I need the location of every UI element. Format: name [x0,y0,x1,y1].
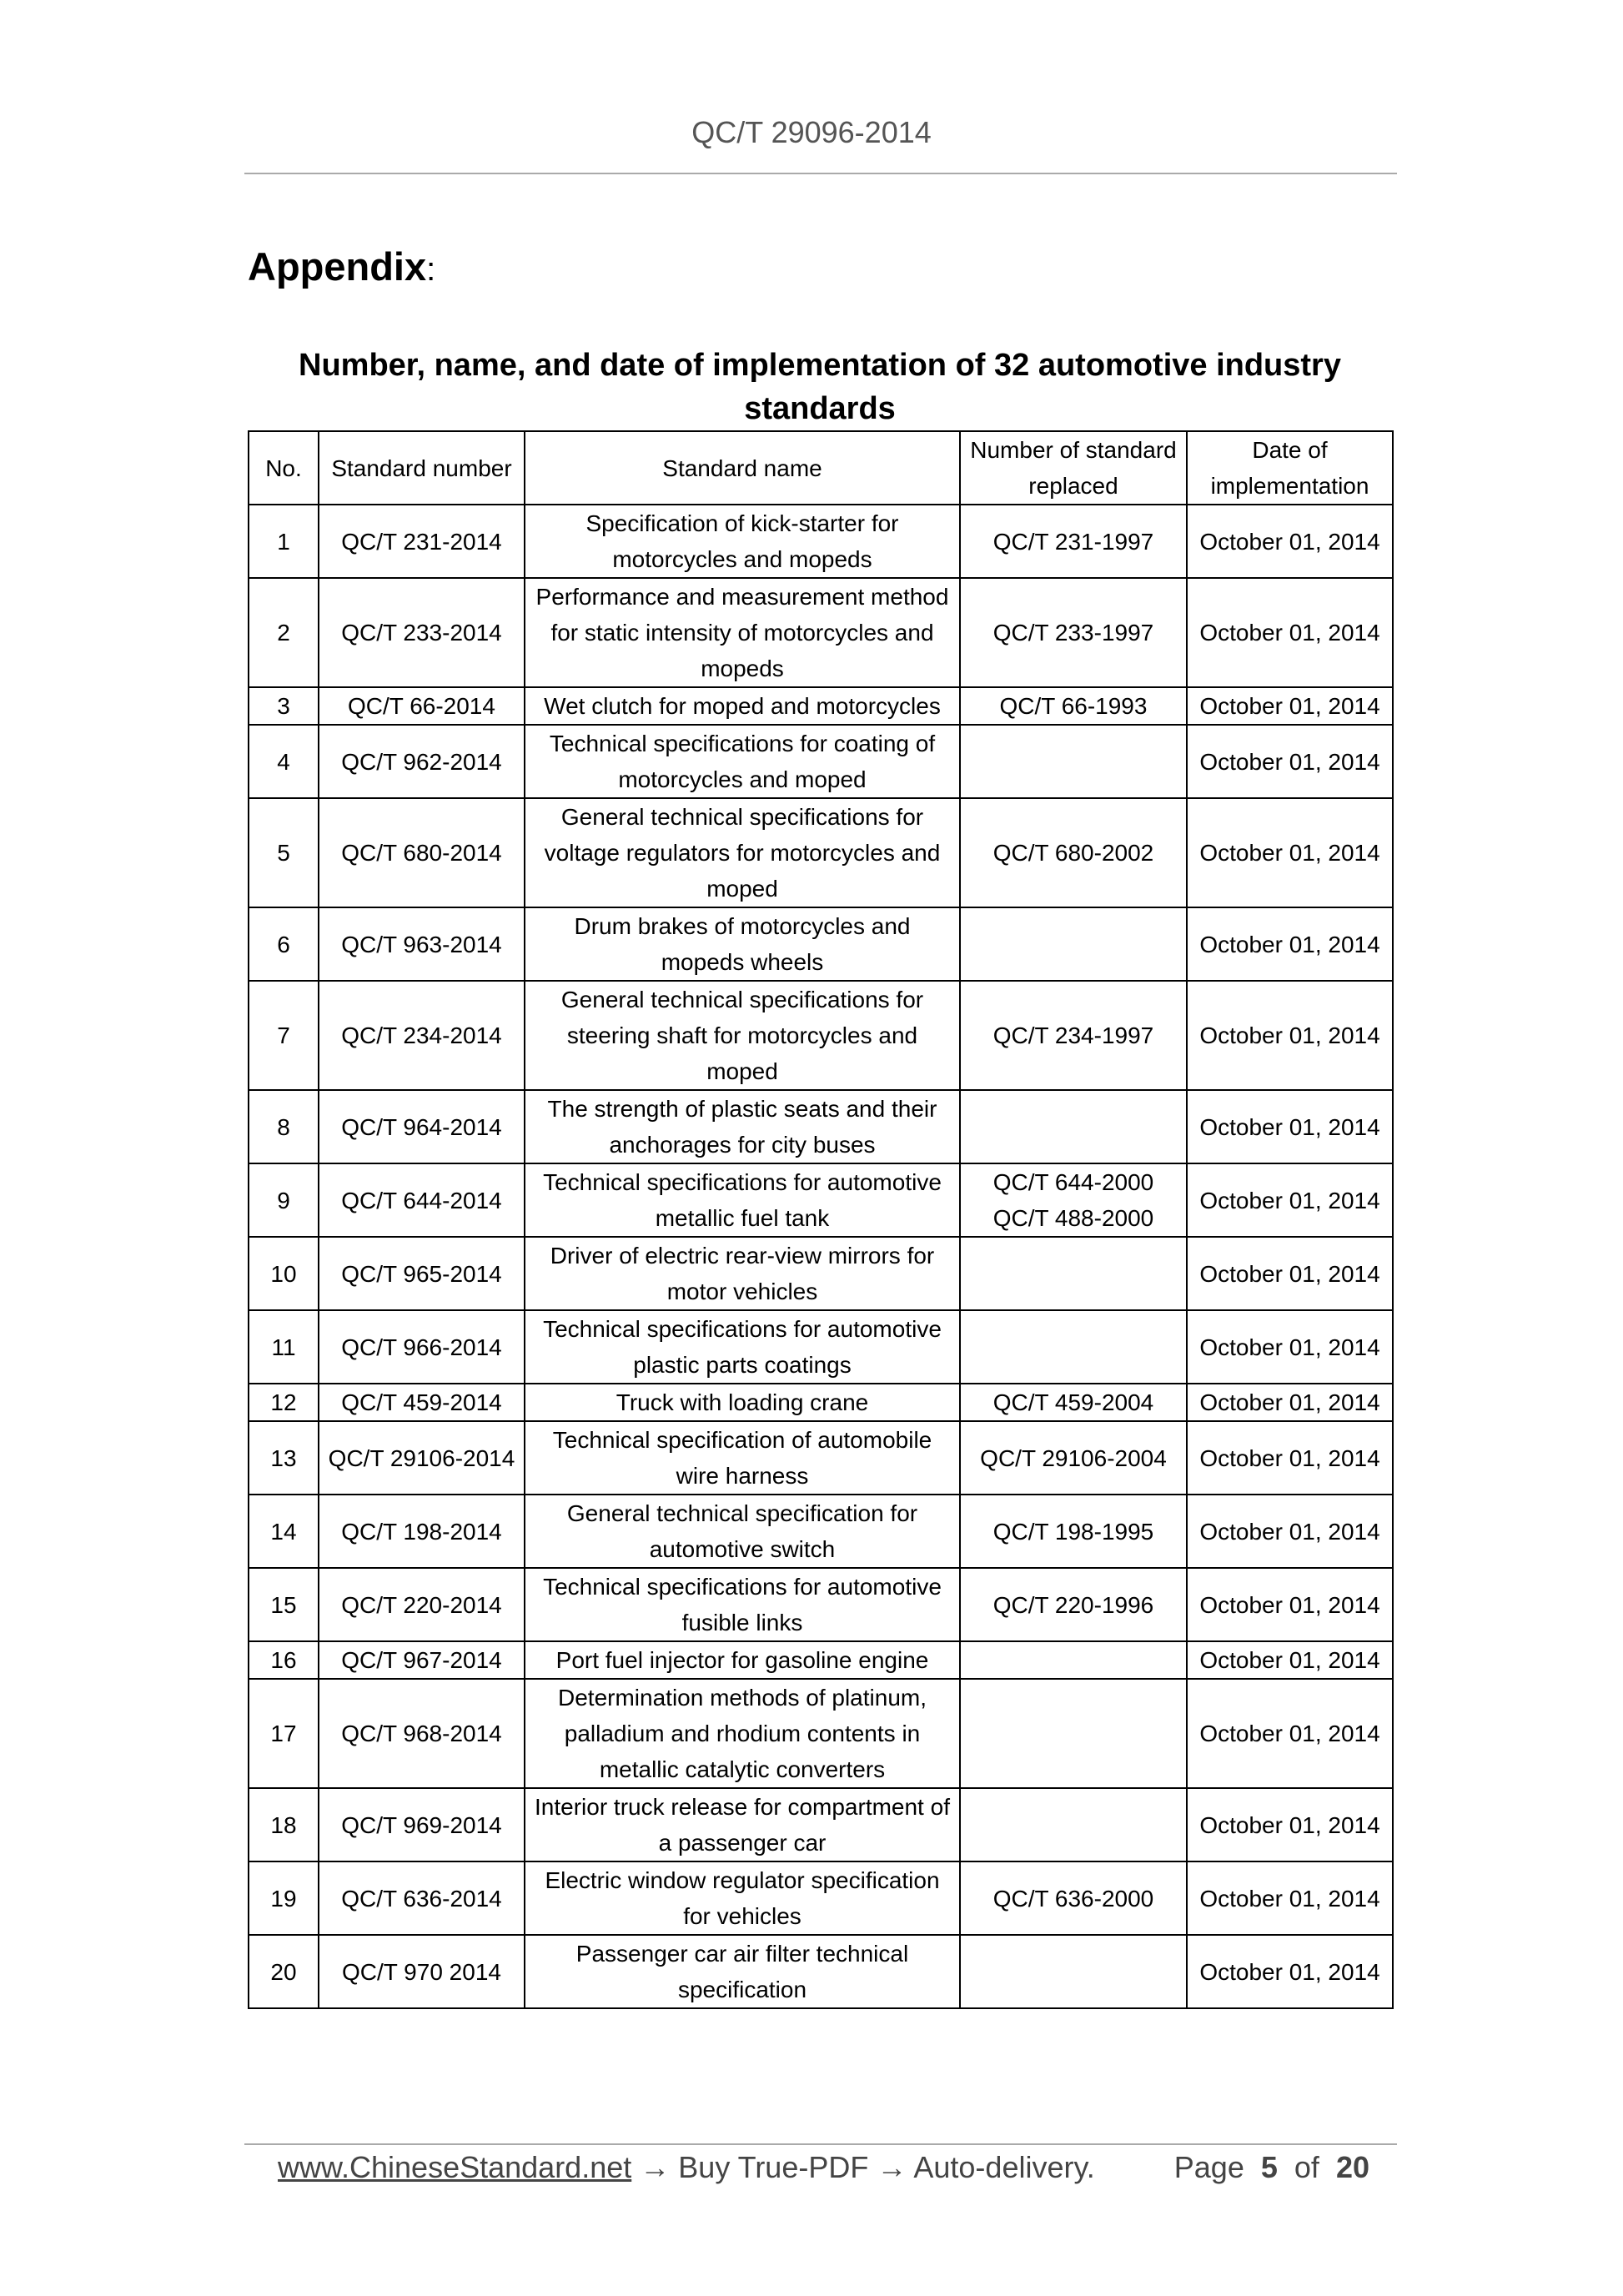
cell-date: October 01, 2014 [1187,1090,1393,1163]
cell-standard-number: QC/T 231-2014 [319,505,525,578]
cell-date: October 01, 2014 [1187,1935,1393,2008]
cell-standard-name: Driver of electric rear-view mirrors for motor vehicles [525,1237,960,1310]
cell-replaced: QC/T 231-1997 [960,505,1187,578]
table-row [249,505,1393,578]
table-row [249,687,1393,725]
cell-no: 1 [249,505,319,578]
cell-standard-number: QC/T 459-2014 [319,1384,525,1421]
cell-date: October 01, 2014 [1187,1641,1393,1679]
cell-replaced: QC/T 233-1997 [960,578,1187,687]
table-row [249,1568,1393,1641]
cell-standard-name: Port fuel injector for gasoline engine [525,1641,960,1679]
cell-date: October 01, 2014 [1187,907,1393,981]
cell-date: October 01, 2014 [1187,1421,1393,1495]
cell-standard-name: General technical specifications for voltage regulators for motorcycles and moped [525,798,960,907]
cell-standard-number: QC/T 680-2014 [319,798,525,907]
cell-replaced [960,1237,1187,1310]
cell-replaced [960,1935,1187,2008]
standards-table [248,430,1394,2009]
cell-date: October 01, 2014 [1187,1568,1393,1641]
page-indicator [1174,2150,1369,2185]
cell-replaced: QC/T 198-1995 [960,1495,1187,1568]
appendix-heading [248,244,435,289]
cell-date: October 01, 2014 [1187,687,1393,725]
cell-date: October 01, 2014 [1187,1679,1393,1788]
cell-replaced [960,1788,1187,1861]
cell-replaced [960,907,1187,981]
table-row [249,1384,1393,1421]
cell-standard-number: QC/T 29106-2014 [319,1421,525,1495]
cell-standard-number: QC/T 966-2014 [319,1310,525,1384]
cell-standard-name: Wet clutch for moped and motorcycles [525,687,960,725]
cell-standard-number: QC/T 644-2014 [319,1163,525,1237]
table-row [249,981,1393,1090]
table-row [249,1310,1393,1384]
cell-date: October 01, 2014 [1187,1237,1393,1310]
arrow-right-icon: → [877,2150,907,2184]
cell-standard-number: QC/T 965-2014 [319,1237,525,1310]
cell-standard-number: QC/T 967-2014 [319,1641,525,1679]
table-row [249,1495,1393,1568]
table-row [249,1679,1393,1788]
cell-date: October 01, 2014 [1187,505,1393,578]
table-row [249,1935,1393,2008]
cell-date: October 01, 2014 [1187,1495,1393,1568]
cell-standard-name: Drum brakes of motorcycles and mopeds wheels [525,907,960,981]
of-word: of [1294,2150,1319,2184]
cell-date: October 01, 2014 [1187,1861,1393,1935]
cell-replaced [960,1310,1187,1384]
cell-no: 9 [249,1163,319,1237]
cell-no: 19 [249,1861,319,1935]
cell-no: 7 [249,981,319,1090]
cell-no: 2 [249,578,319,687]
table-header-row [249,431,1393,505]
table-row [249,1237,1393,1310]
cell-no: 20 [249,1935,319,2008]
cell-no: 17 [249,1679,319,1788]
cell-standard-name: Technical specification of automobile wire harness [525,1421,960,1495]
cell-no: 11 [249,1310,319,1384]
table-body [249,505,1393,2008]
cell-no: 15 [249,1568,319,1641]
table-title: Number, name, and date of implementation of 32 automotive industry standards [299,348,1341,426]
cell-replaced: QC/T 459-2004 [960,1384,1187,1421]
cell-standard-name: Technical specifications for automotive plastic parts coatings [525,1310,960,1384]
cell-replaced [960,1679,1187,1788]
page-word: Page [1173,2150,1244,2184]
table-row [249,1641,1393,1679]
cell-standard-name: Interior truck release for compartment of a passenger car [525,1788,960,1861]
column-header-no: No. [249,431,319,505]
cell-date: October 01, 2014 [1187,578,1393,687]
cell-no: 13 [249,1421,319,1495]
page-header-title: QC/T 29096-2014 [691,115,932,149]
cell-date: October 01, 2014 [1187,798,1393,907]
table-row [249,1421,1393,1495]
column-header-standard-name: Standard name [525,431,960,505]
table-row [249,1163,1393,1237]
cell-replaced: QC/T 680-2002 [960,798,1187,907]
cell-standard-number: QC/T 969-2014 [319,1788,525,1861]
cell-no: 16 [249,1641,319,1679]
cell-replaced [960,725,1187,798]
footer-nav [278,2150,1095,2185]
cell-standard-number: QC/T 964-2014 [319,1090,525,1163]
cell-standard-number: QC/T 636-2014 [319,1861,525,1935]
cell-no: 10 [249,1237,319,1310]
page-total: 20 [1335,2150,1369,2184]
cell-standard-number: QC/T 962-2014 [319,725,525,798]
cell-no: 14 [249,1495,319,1568]
cell-replaced [960,1090,1187,1163]
table-row [249,1090,1393,1163]
footer-delivery-text: Auto-delivery. [913,2150,1095,2184]
header-divider [244,173,1397,174]
column-header-date: Date of implementation [1187,431,1393,505]
cell-date: October 01, 2014 [1187,981,1393,1090]
cell-no: 3 [249,687,319,725]
cell-replaced: QC/T 644-2000 QC/T 488-2000 [960,1163,1187,1237]
cell-no: 18 [249,1788,319,1861]
cell-standard-number: QC/T 963-2014 [319,907,525,981]
table-row [249,1788,1393,1861]
cell-date: October 01, 2014 [1187,725,1393,798]
cell-standard-number: QC/T 220-2014 [319,1568,525,1641]
cell-standard-name: Electric window regulator specification for vehicles [525,1861,960,1935]
cell-no: 4 [249,725,319,798]
cell-standard-number: QC/T 968-2014 [319,1679,525,1788]
cell-date: October 01, 2014 [1187,1384,1393,1421]
cell-standard-number: QC/T 233-2014 [319,578,525,687]
table-row [249,798,1393,907]
cell-no: 5 [249,798,319,907]
cell-standard-number: QC/T 970 2014 [319,1935,525,2008]
cell-date: October 01, 2014 [1187,1788,1393,1861]
table-row [249,1861,1393,1935]
cell-standard-name: Performance and measurement method for static intensity of motorcycles and mopeds [525,578,960,687]
cell-standard-number: QC/T 66-2014 [319,687,525,725]
cell-standard-name: Truck with loading crane [525,1384,960,1421]
table-row [249,725,1393,798]
page-current: 5 [1260,2150,1278,2184]
cell-date: October 01, 2014 [1187,1163,1393,1237]
cell-no: 8 [249,1090,319,1163]
cell-replaced [960,1641,1187,1679]
cell-date: October 01, 2014 [1187,1310,1393,1384]
cell-standard-name: Technical specifications for coating of motorcycles and moped [525,725,960,798]
arrow-right-icon: → [640,2150,671,2184]
table-row [249,907,1393,981]
cell-replaced: QC/T 220-1996 [960,1568,1187,1641]
cell-standard-name: Passenger car air filter technical specification [525,1935,960,2008]
cell-standard-name: Technical specifications for automotive fusible links [525,1568,960,1641]
cell-standard-name: Technical specifications for automotive metallic fuel tank [525,1163,960,1237]
appendix-label: Appendix [248,244,427,289]
cell-standard-name: Determination methods of platinum, palladium and rhodium contents in metallic catalytic converters [525,1679,960,1788]
column-header-standard-number: Standard number [319,431,525,505]
website-link[interactable]: www.ChineseStandard.net [278,2150,632,2184]
cell-no: 12 [249,1384,319,1421]
footer-divider [244,2143,1397,2145]
cell-standard-name: The strength of plastic seats and their anchorages for city buses [525,1090,960,1163]
appendix-colon: : [426,251,436,288]
column-header-replaced: Number of standard replaced [960,431,1187,505]
cell-standard-name: Specification of kick-starter for motorcycles and mopeds [525,505,960,578]
cell-no: 6 [249,907,319,981]
footer-buy-text: Buy True-PDF [678,2150,869,2184]
cell-standard-number: QC/T 198-2014 [319,1495,525,1568]
cell-replaced: QC/T 234-1997 [960,981,1187,1090]
cell-standard-number: QC/T 234-2014 [319,981,525,1090]
table-row [249,578,1393,687]
cell-replaced: QC/T 66-1993 [960,687,1187,725]
cell-standard-name: General technical specification for automotive switch [525,1495,960,1568]
cell-replaced: QC/T 29106-2004 [960,1421,1187,1495]
cell-replaced: QC/T 636-2000 [960,1861,1187,1935]
cell-standard-name: General technical specifications for steering shaft for motorcycles and moped [525,981,960,1090]
